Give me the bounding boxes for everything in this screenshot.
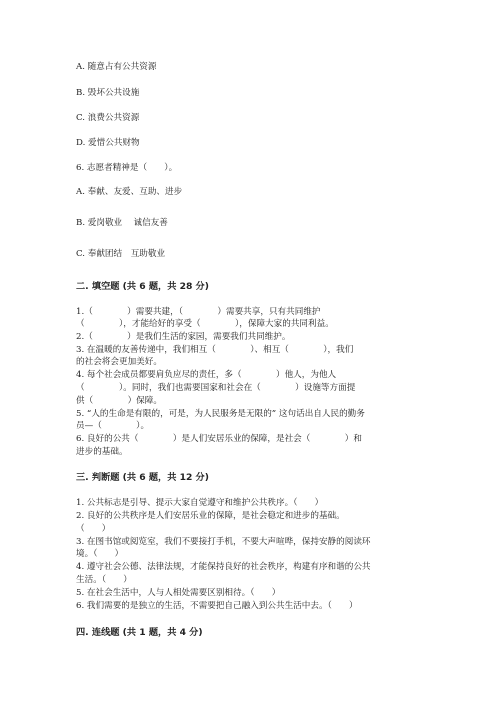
judge-line: （ ） [76, 524, 111, 534]
fill-line: 6. 良好的公共（ ）是人们安居乐业的保障，是社会（ ）和 [76, 434, 362, 444]
fill-line: 进步的基础。 [76, 447, 128, 457]
option-c: C. 浪费公共资源 [76, 113, 140, 123]
question-6-option-c: C. 奉献团结 互助敬业 [76, 249, 166, 259]
judge-line: 1. 公共标志是引导、提示大家自觉遵守和维护公共秩序。（ ） [76, 498, 324, 508]
judge-line: 5. 在社会生活中，人与人相处需要区别相待。（ ） [76, 588, 281, 598]
judge-line: 4. 遵守社会公德、法律法规，才能保持良好的社会秩序，构建有序和谐的公共 [76, 562, 371, 572]
fill-line: 供（ ）保障。 [76, 396, 162, 406]
fill-line: （ ）。同时，我们也需要国家和社会在（ ）设施等方面提 [76, 383, 356, 393]
question-6-stem: 6. 志愿者精神是（ ）。 [76, 163, 178, 173]
question-6-option-b: B. 爱岗敬业 诚信友善 [76, 218, 168, 228]
fill-line: 5. “人的生命是有限的，可是，为人民服务是无限的” 这句话出自人民的勤务 [76, 409, 365, 419]
fill-line: 的社会将会更加美好。 [76, 357, 162, 367]
fill-line: 1.（ ）需要共建，（ ）需要共享，只有共同维护 [76, 307, 321, 317]
section-2-heading: 二. 填空题 (共 6 题，共 28 分) [76, 281, 209, 292]
judge-line: 境。（ ） [76, 549, 124, 559]
fill-line: 2.（ ）是我们生活的家园，需要我们共同维护。 [76, 332, 291, 342]
judge-line: 3. 在图书馆或阅览室，我们不要接打手机，不要大声喧哗，保持安静的阅读环 [76, 537, 371, 547]
option-b: B. 毁坏公共设施 [76, 88, 140, 98]
fill-line: 员—（ ）。 [76, 421, 150, 431]
question-6-option-a: A. 奉献、友爱、互助、进步 [76, 187, 183, 197]
section-3-heading: 三. 判断题 (共 6 题，共 12 分) [76, 472, 209, 483]
fill-line: （ ），才能给好的享受（ ），保障大家的共同利益。 [76, 319, 334, 329]
option-a: A. 随意占有公共资源 [76, 62, 157, 72]
judge-line: 2. 良好的公共秩序是人们安居乐业的保障，是社会稳定和进步的基础。 [76, 511, 345, 521]
fill-line: 3. 在温暖的友善传递中，我们相互（ ）、相互（ ），我们 [76, 345, 354, 355]
section-4-heading: 四. 连线题 (共 1 题，共 4 分) [76, 627, 203, 638]
judge-line: 生活。（ ） [76, 575, 132, 585]
option-d: D. 爱惜公共财物 [76, 138, 140, 148]
fill-line: 4. 每个社会成员都要肩负应尽的责任，多（ ）他人，为他人 [76, 370, 337, 380]
judge-line: 6. 我们需要的是独立的生活，不需要把自己融入到公共生活中去。（ ） [76, 601, 358, 611]
